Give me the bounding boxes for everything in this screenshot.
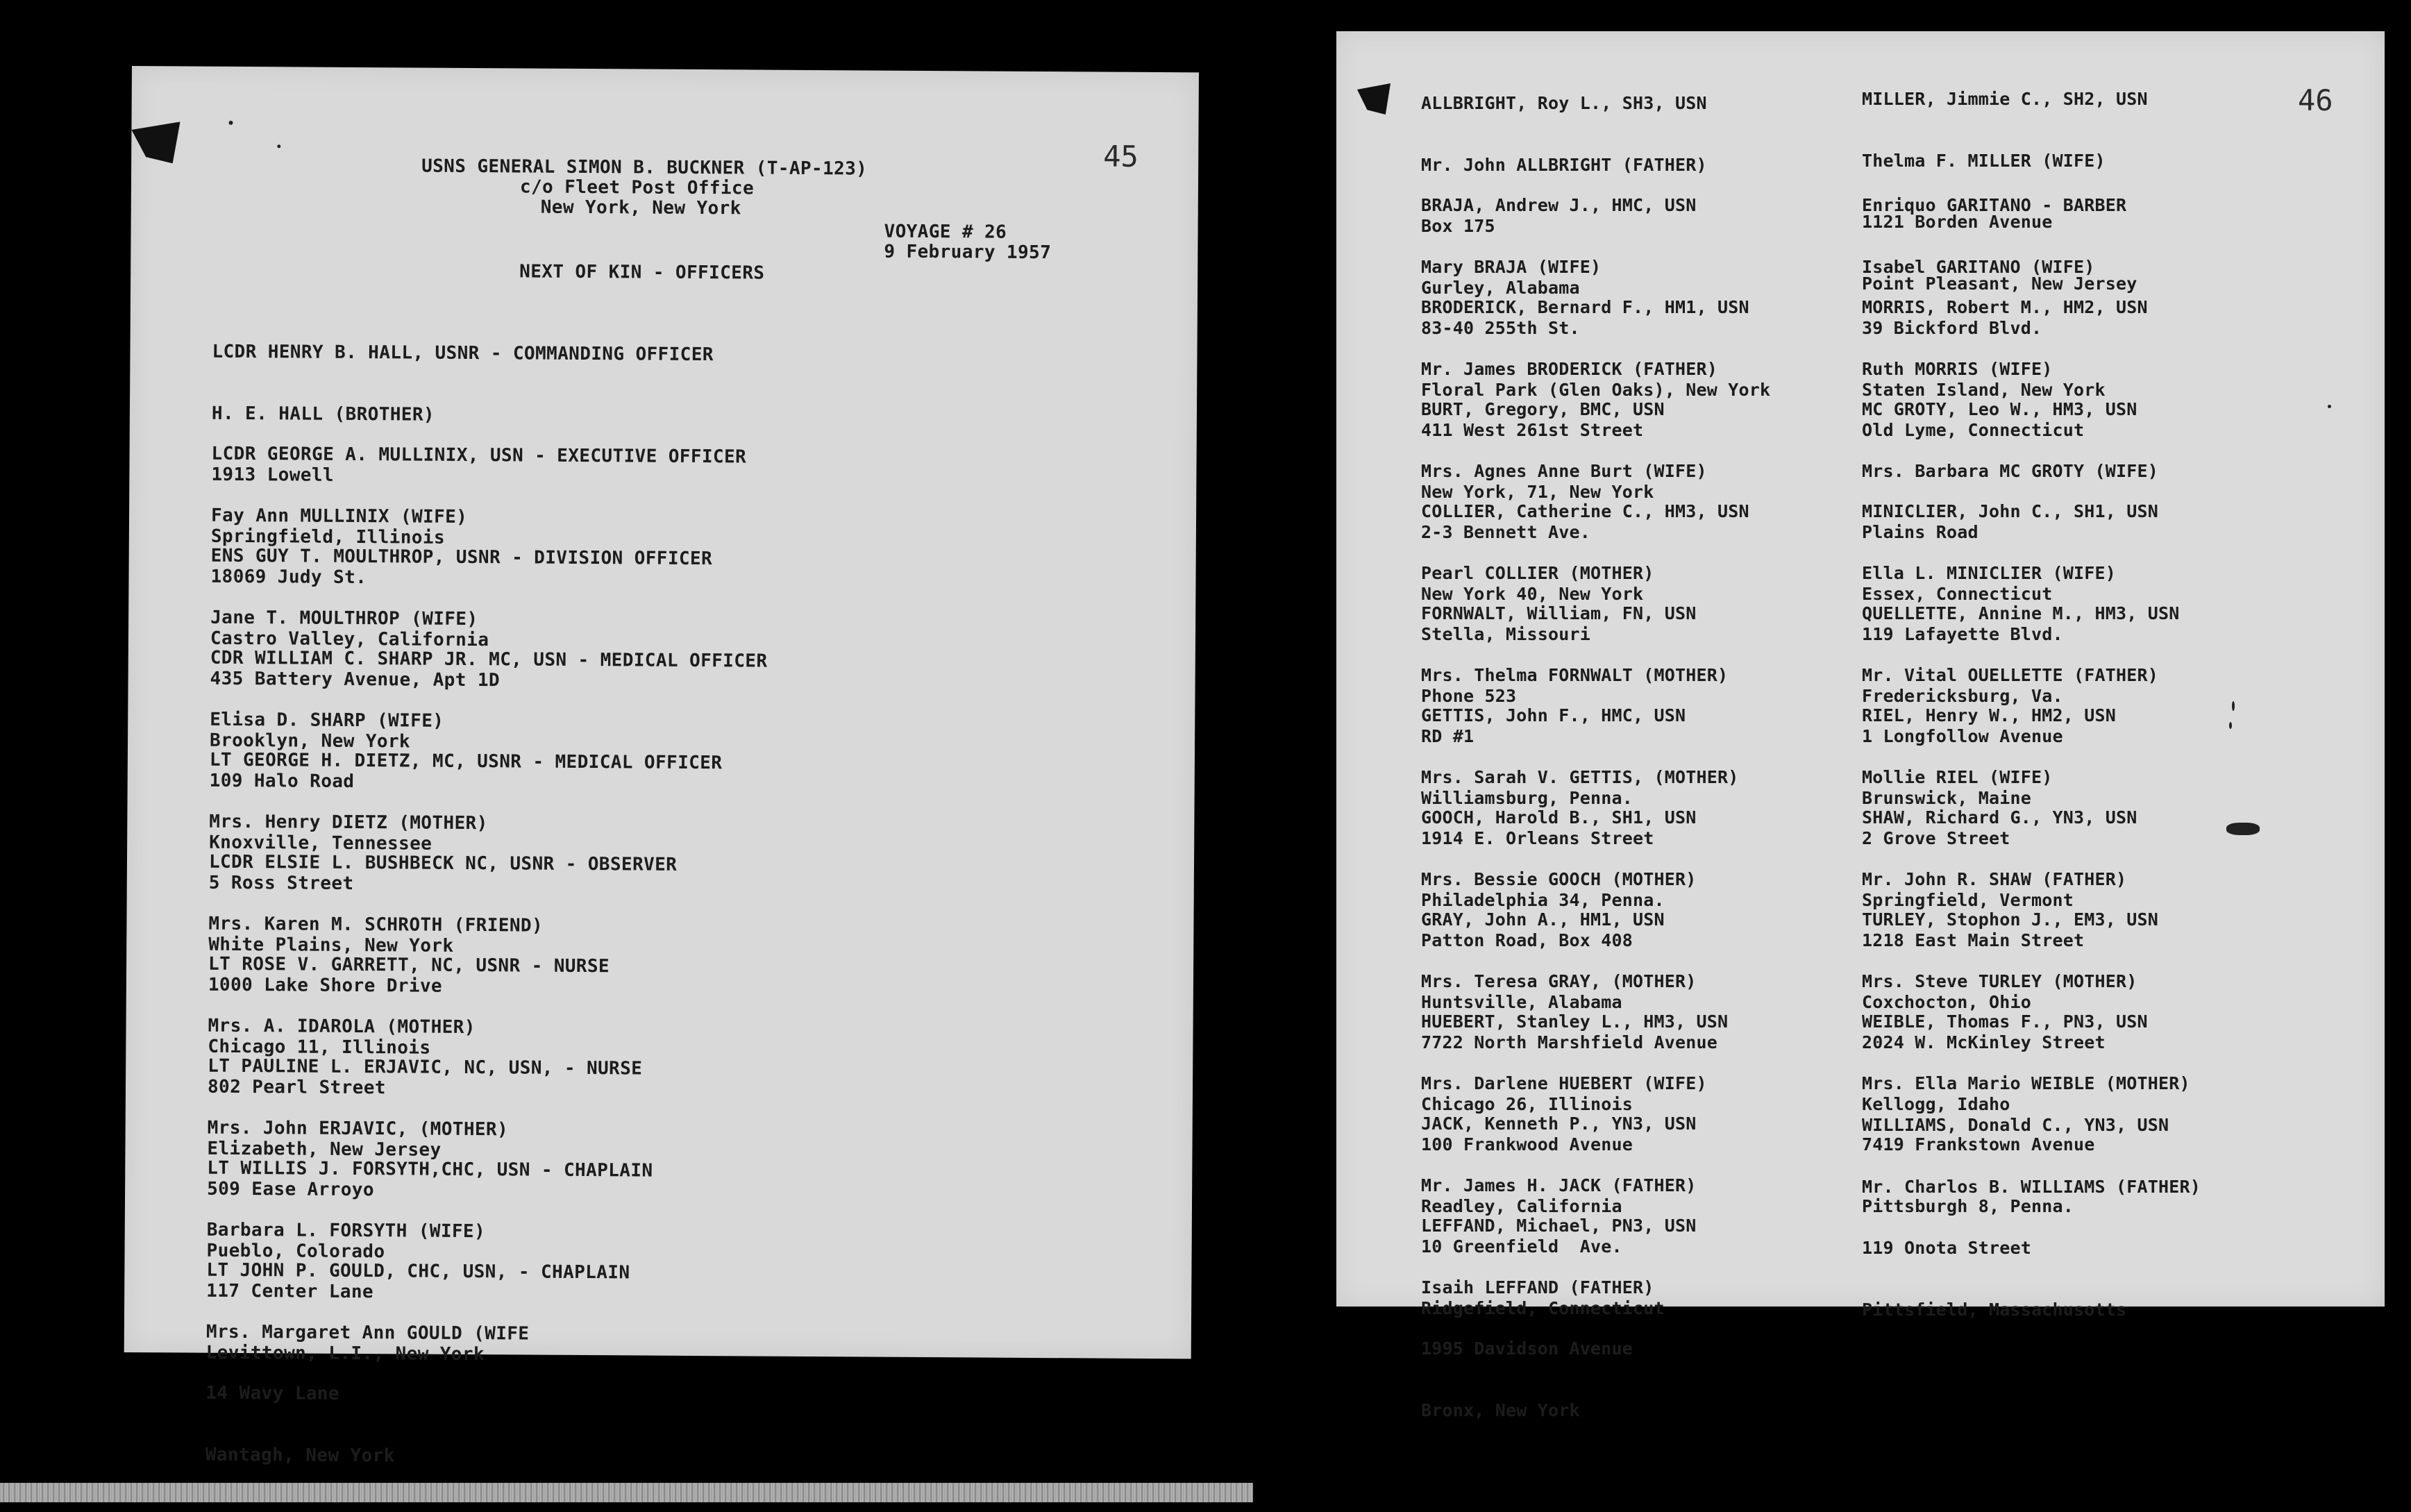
entry-address-2: Readley, California (1421, 1195, 1622, 1216)
entry-name: CDR WILLIAM C. SHARP JR. MC, USN - MEDICAL OFFICER (210, 647, 768, 672)
speck-mark (228, 121, 233, 125)
entry-name: JACK, Kenneth P., YN3, USN (1421, 1114, 1697, 1134)
entry-address-1: Patton Road, Box 408 (1421, 930, 1633, 950)
entry-name: MINICLIER, John C., SH1, USN (1862, 501, 2159, 521)
voyage-number: VOYAGE # 26 (884, 221, 1007, 243)
entry-address-1: 7419 Frankstown Avenue (1862, 1134, 2095, 1154)
entry-address-1: 2 Grove Street (1862, 828, 2010, 848)
entry-kin: Mr. John ALLBRIGHT (FATHER) (1421, 154, 1707, 175)
entry-name: LT WILLIS J. FORSYTH,CHC, USN - CHAPLAIN (207, 1157, 653, 1182)
entry-kin: H. E. HALL (BROTHER) (211, 403, 435, 426)
document-date: 9 February 1957 (884, 241, 1052, 264)
entry-address-1: 1995 Davidson Avenue (1421, 1338, 1633, 1359)
entry-kin: Thelma F. MILLER (WIFE) (1862, 150, 2106, 171)
page-number: 46 (2298, 83, 2333, 117)
entry-kin: Fay Ann MULLINIX (WIFE) (210, 505, 468, 528)
entry-address-1: 435 Battery Avenue, Apt 1D (210, 668, 501, 691)
entry-name: GOOCH, Harold B., SH1, USN (1421, 807, 1697, 828)
entry-kin: Mr. James BRODERICK (FATHER) (1421, 358, 1718, 379)
entry-name: LT JOHN P. GOULD, CHC, USN, - CHAPLAIN (206, 1259, 630, 1284)
entry-name: HUEBERT, Stanley L., HM3, USN (1421, 1011, 1729, 1032)
entry-address-1: 1121 Borden Avenue (1862, 212, 2053, 232)
entry-address-2: New York 40, New York (1421, 583, 1644, 604)
entry-address-1: 802 Pearl Street (207, 1076, 386, 1099)
entry-kin: Mrs. Thelma FORNWALT (MOTHER) (1421, 664, 1729, 685)
entry-kin: Mrs. John ERJAVIC, (MOTHER) (207, 1117, 509, 1140)
entry-kin: Isaih LEFFAND (FATHER) (1421, 1277, 1654, 1297)
entry-address-1: 1000 Lake Shore Drive (208, 974, 443, 997)
entry-name: GETTIS, John F., HMC, USN (1421, 705, 1686, 725)
scan-edge-strip (0, 1483, 1253, 1502)
entry-name: FORNWALT, William, FN, USN (1421, 603, 1697, 623)
entry-name: LT GEORGE H. DIETZ, MC, USNR - MEDICAL OFFICER (209, 749, 723, 774)
punch-hole-mark (1357, 83, 1391, 115)
entry-address-2: Wantagh, New York (205, 1444, 395, 1466)
entry-address-2: Williamsburg, Penna. (1421, 787, 1633, 808)
entry-address-2: New York, 71, New York (1421, 481, 1654, 502)
section-title: NEXT OF KIN - OFFICERS (519, 261, 765, 284)
entry-name: MC GROTY, Leo W., HM3, USN (1862, 399, 2137, 419)
entry-name: BURT, Gregory, BMC, USN (1421, 399, 1665, 419)
entry-address-2: Point Pleasant, New Jersey (1862, 273, 2137, 294)
entry-address-2: Brooklyn, New York (209, 730, 411, 752)
entry-address-2: Levittown, L.I., New York (205, 1342, 485, 1365)
entry-address-1: 39 Bickford Blvd. (1862, 318, 2042, 338)
entry-kin: Mrs. Agnes Anne Burt (WIFE) (1421, 460, 1707, 481)
crew-entry (1421, 1175, 1697, 1461)
entry-kin: Mrs. Karen M. SCHROTH (FRIEND) (208, 913, 544, 936)
crew-entry (1862, 1074, 2201, 1361)
entry-address-2: Coxchocton, Ohio (1862, 991, 2032, 1012)
entry-address-2: Staten Island, New York (1862, 379, 2106, 400)
entry-name: ENS GUY T. MOULTHROP, USNR - DIVISION OFFICER (210, 545, 713, 570)
entry-address-1: 119 Onota Street (1862, 1238, 2032, 1258)
entry-name: MORRIS, Robert M., HM2, USN (1862, 297, 2148, 317)
entry-name: MILLER, Jimmie C., SH2, USN (1862, 89, 2148, 109)
entry-kin: Mrs. Henry DIETZ (MOTHER) (209, 811, 488, 834)
entry-name: Enriquo GARITANO - BARBER (1862, 195, 2127, 215)
entry-name: LEFFAND, Michael, PN3, USN (1421, 1216, 1697, 1236)
entry-kin: Pearl COLLIER (MOTHER) (1421, 562, 1654, 583)
entry-address-1: 119 Lafayette Blvd. (1862, 624, 2063, 644)
entry-name: LCDR ELSIE L. BUSHBECK NC, USNR - OBSERVER (208, 851, 678, 875)
entry-address-1: 14 Wavy Lane (205, 1382, 340, 1404)
entry-address-1: Stella, Missouri (1421, 624, 1591, 644)
entry-address-1: Plains Road (1862, 522, 1979, 542)
entry-address-1: 1 Longfollow Avenue (1862, 726, 2063, 746)
entry-address-2: Springfield, Vermont (1862, 889, 2074, 910)
entry-address-1: 1913 Lowell (211, 464, 335, 486)
ship-name: USNS GENERAL SIMON B. BUCKNER (T-AP-123) (421, 156, 868, 180)
entry-address-2: Bronx, New York (1421, 1400, 1580, 1420)
entry-address-1: Box 175 (1421, 216, 1495, 236)
entry-address-2: Castro Valley, California (210, 628, 489, 650)
entry-name: BRAJA, Andrew J., HMC, USN (1421, 195, 1697, 215)
page-number: 45 (1103, 139, 1139, 174)
entry-address-1: 2024 W. McKinley Street (1862, 1032, 2106, 1052)
entry-address-1: 10 Greenfield Ave. (1421, 1236, 1622, 1257)
entry-kin: Mary BRAJA (WIFE) (1421, 256, 1602, 277)
entry-address-2: Elizabeth, New Jersey (207, 1138, 442, 1161)
entry-address-2: Pueblo, Colorado (206, 1240, 385, 1262)
entry-address-2: Essex, Connecticut (1862, 583, 2053, 604)
entry-address-1: 411 West 261st Street (1421, 420, 1644, 440)
entry-kin: Mrs. Teresa GRAY, (MOTHER) (1421, 971, 1697, 991)
entry-address-1: 5 Ross Street (208, 872, 354, 894)
speck-mark (2226, 823, 2260, 835)
entry-kin: Ruth MORRIS (WIFE) (1862, 358, 2053, 379)
entry-kin: Jane T. MOULTHROP (WIFE) (210, 607, 478, 630)
entry-name: WILLIAMS, Donald C., YN3, USN (1862, 1115, 2169, 1135)
entry-address-2: Springfield, Illinois (210, 526, 446, 548)
entry-address-1: 100 Frankwood Avenue (1421, 1134, 1633, 1154)
entry-address-2: Chicago 11, Illinois (208, 1036, 431, 1059)
entry-name: GRAY, John A., HM1, USN (1421, 909, 1665, 930)
entry-name: TURLEY, Stophon J., EM3, USN (1862, 909, 2159, 930)
entry-address-2: Brunswick, Maine (1862, 787, 2032, 808)
entry-kin: Mrs. Margaret Ann GOULD (WIFE (205, 1321, 530, 1345)
entry-kin: Ella L. MINICLIER (WIFE) (1862, 562, 2117, 583)
entry-address-2: Phone 523 (1421, 685, 1517, 706)
entry-address-1: 7722 North Marshfield Avenue (1421, 1032, 1718, 1052)
entry-name: RIEL, Henry W., HM2, USN (1862, 705, 2117, 725)
entry-address-1: 1914 E. Orleans Street (1421, 828, 1654, 848)
entry-address-1: 83-40 255th St. (1421, 318, 1580, 338)
entry-address-1: 1218 East Main Street (1862, 930, 2085, 950)
officer-entry (205, 1220, 630, 1509)
entry-address-2: Knoxville, Tennessee (209, 832, 432, 855)
entry-kin: Mr. Charlos B. WILLIAMS (FATHER) (1862, 1176, 2201, 1197)
entry-kin: Mrs. Ella Mario WEIBLE (MOTHER) (1862, 1073, 2190, 1093)
speck-mark (2229, 722, 2232, 729)
entry-kin: Mr. John R. SHAW (FATHER) (1862, 868, 2127, 889)
entry-name: LCDR HENRY B. HALL, USNR - COMMANDING OFFICER (212, 341, 714, 366)
entry-address-2: Philadelphia 34, Penna. (1421, 889, 1665, 910)
entry-address-1: Old Lyme, Connecticut (1862, 420, 2085, 440)
entry-address-1: 109 Halo Road (209, 770, 355, 792)
entry-address-2: Ridgefield, Connecticut (1421, 1297, 1665, 1318)
entry-address-2: Huntsville, Alabama (1421, 991, 1622, 1012)
entry-address-2: Chicago 26, Illinois (1421, 1093, 1633, 1114)
entry-name: WEIBLE, Thomas F., PN3, USN (1862, 1011, 2148, 1032)
entry-address-2: Pittsburgh 8, Penna. (1862, 1195, 2074, 1216)
entry-kin: Barbara L. FORSYTH (WIFE) (206, 1219, 486, 1242)
entry-name: LT PAULINE L. ERJAVIC, NC, USN, - NURSE (208, 1055, 643, 1080)
right-document-page (1336, 31, 2385, 1420)
left-document-page (124, 66, 1199, 1466)
entry-kin: Mr. James H. JACK (FATHER) (1421, 1175, 1697, 1195)
entry-address-1: 2-3 Bennett Ave. (1421, 522, 1591, 542)
entry-kin: Mollie RIEL (WIFE) (1862, 766, 2053, 787)
speck-mark (2328, 405, 2331, 408)
entry-kin: Mrs. A. IDAROLA (MOTHER) (208, 1015, 476, 1038)
entry-name: SHAW, Richard G., YN3, USN (1862, 807, 2137, 828)
entry-address-1: 117 Center Lane (206, 1280, 374, 1303)
entry-kin: Mrs. Steve TURLEY (MOTHER) (1862, 971, 2137, 991)
entry-name: QUELLETTE, Annine M., HM3, USN (1862, 603, 2180, 623)
entry-kin: Elisa D. SHARP (WIFE) (210, 709, 444, 732)
entry-address-2: White Plains, New York (208, 934, 454, 957)
entry-address-1: RD #1 (1421, 726, 1475, 746)
entry-address-2: Pittsfield, Massachusotts (1862, 1299, 2127, 1320)
speck-mark (2232, 701, 2235, 711)
entry-kin: Mr. Vital OUELLETTE (FATHER) (1862, 664, 2159, 685)
entry-kin: Mrs. Darlene HUEBERT (WIFE) (1421, 1073, 1707, 1093)
entry-kin: Mrs. Barbara MC GROTY (WIFE) (1862, 460, 2159, 481)
entry-name: LT ROSE V. GARRETT, NC, USNR - NURSE (208, 953, 610, 977)
entry-address-2: Kellogg, Idaho (1862, 1093, 2010, 1114)
entry-address-2: Fredericksburg, Va. (1862, 685, 2063, 706)
entry-name: ALLBRIGHT, Roy L., SH3, USN (1421, 93, 1707, 113)
entry-kin: Mrs. Bessie GOOCH (MOTHER) (1421, 868, 1697, 889)
entry-address-1: 509 Ease Arroyo (207, 1178, 375, 1201)
address-line-1: c/o Fleet Post Office (519, 176, 755, 199)
entry-name: COLLIER, Catherine C., HM3, USN (1421, 501, 1749, 521)
entry-kin: Isabel GARITANO (WIFE) (1862, 256, 2095, 277)
entry-name: BRODERICK, Bernard F., HM1, USN (1421, 297, 1749, 317)
address-line-2: New York, New York (540, 196, 741, 219)
entry-kin: Mrs. Sarah V. GETTIS, (MOTHER) (1421, 766, 1739, 787)
punch-hole-mark (131, 121, 180, 163)
entry-name: LCDR GEORGE A. MULLINIX, USN - EXECUTIVE OFFICER (211, 443, 747, 468)
speck-mark (277, 144, 280, 148)
entry-address-2: Gurley, Alabama (1421, 277, 1580, 298)
entry-address-1: 18069 Judy St. (210, 566, 367, 589)
entry-address-2: Floral Park (Glen Oaks), New York (1421, 379, 1771, 400)
